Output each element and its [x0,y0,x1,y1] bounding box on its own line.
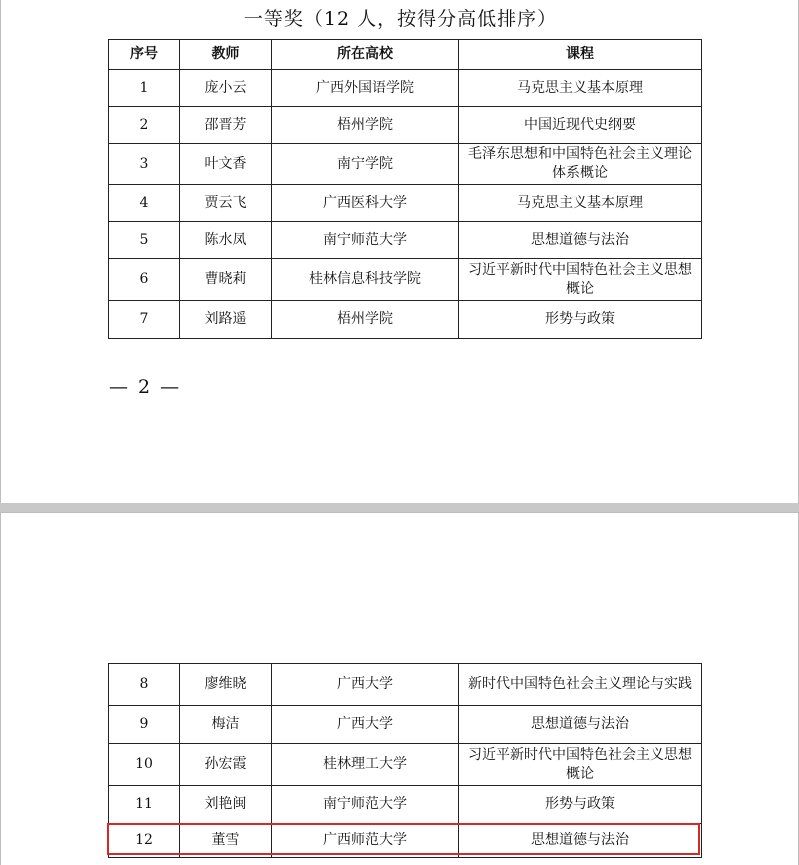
cell-no: 7 [109,301,180,339]
cell-school: 广西外国语学院 [272,70,459,107]
table-row [109,144,702,185]
header-school: 所在高校 [272,40,459,70]
table-row [109,786,702,824]
cell-no: 9 [109,706,180,744]
cell-school: 南宁学院 [272,144,459,185]
highlight-box [107,823,700,855]
cell-school: 梧州学院 [272,301,459,339]
cell-teacher: 刘艳闽 [180,786,272,824]
cell-course: 思想道德与法治 [459,222,702,259]
cell-school: 南宁师范大学 [272,222,459,259]
page-number: — 2 — [109,376,182,398]
cell-course: 毛泽东思想和中国特色社会主义理论体系概论 [459,144,702,185]
table-row [109,259,702,301]
cell-teacher: 贾云飞 [180,185,272,222]
cell-teacher: 廖维晓 [180,664,272,706]
table-row [109,301,702,339]
cell-teacher: 邵晋芳 [180,107,272,144]
cell-no: 6 [109,259,180,301]
cell-course: 形势与政策 [459,786,702,824]
cell-school: 广西医科大学 [272,185,459,222]
table-row [109,107,702,144]
cell-school: 广西大学 [272,706,459,744]
cell-course: 习近平新时代中国特色社会主义思想概论 [459,259,702,301]
cell-teacher: 孙宏霞 [180,744,272,786]
table-row [109,744,702,786]
cell-course: 形势与政策 [459,301,702,339]
cell-course: 马克思主义基本原理 [459,185,702,222]
table-row [109,185,702,222]
cell-school: 南宁师范大学 [272,786,459,824]
cell-course: 马克思主义基本原理 [459,70,702,107]
page-separator [0,503,799,512]
header-course: 课程 [459,40,702,70]
cell-school: 广西大学 [272,664,459,706]
table-row [109,706,702,744]
cell-course: 思想道德与法治 [459,706,702,744]
table-row [109,222,702,259]
cell-no: 8 [109,664,180,706]
cell-teacher: 梅洁 [180,706,272,744]
cell-course: 思想道德与法治 [459,824,702,858]
cell-teacher: 董雪 [180,824,272,858]
cell-school: 桂林信息科技学院 [272,259,459,301]
award-title: 一等奖（12 人，按得分高低排序） [243,8,558,30]
cell-school: 梧州学院 [272,107,459,144]
cell-no: 3 [109,144,180,185]
cell-teacher: 叶文香 [180,144,272,185]
table-row [109,664,702,706]
cell-teacher: 庞小云 [180,70,272,107]
header-no: 序号 [109,40,180,70]
cell-teacher: 刘路遥 [180,301,272,339]
document-page-2 [0,512,799,865]
cell-course: 习近平新时代中国特色社会主义思想概论 [459,744,702,786]
cell-school: 桂林理工大学 [272,744,459,786]
cell-no: 11 [109,786,180,824]
cell-no: 5 [109,222,180,259]
cell-course: 新时代中国特色社会主义理论与实践 [459,664,702,706]
cell-no: 2 [109,107,180,144]
header-teacher: 教师 [180,40,272,70]
table-header-row [109,40,702,70]
award-table-part-1 [108,39,702,339]
cell-teacher: 曹晓莉 [180,259,272,301]
cell-no: 12 [109,824,180,858]
table-row [109,70,702,107]
cell-course: 中国近现代史纲要 [459,107,702,144]
cell-teacher: 陈水凤 [180,222,272,259]
cell-school: 广西师范大学 [272,824,459,858]
cell-no: 10 [109,744,180,786]
cell-no: 4 [109,185,180,222]
cell-no: 1 [109,70,180,107]
